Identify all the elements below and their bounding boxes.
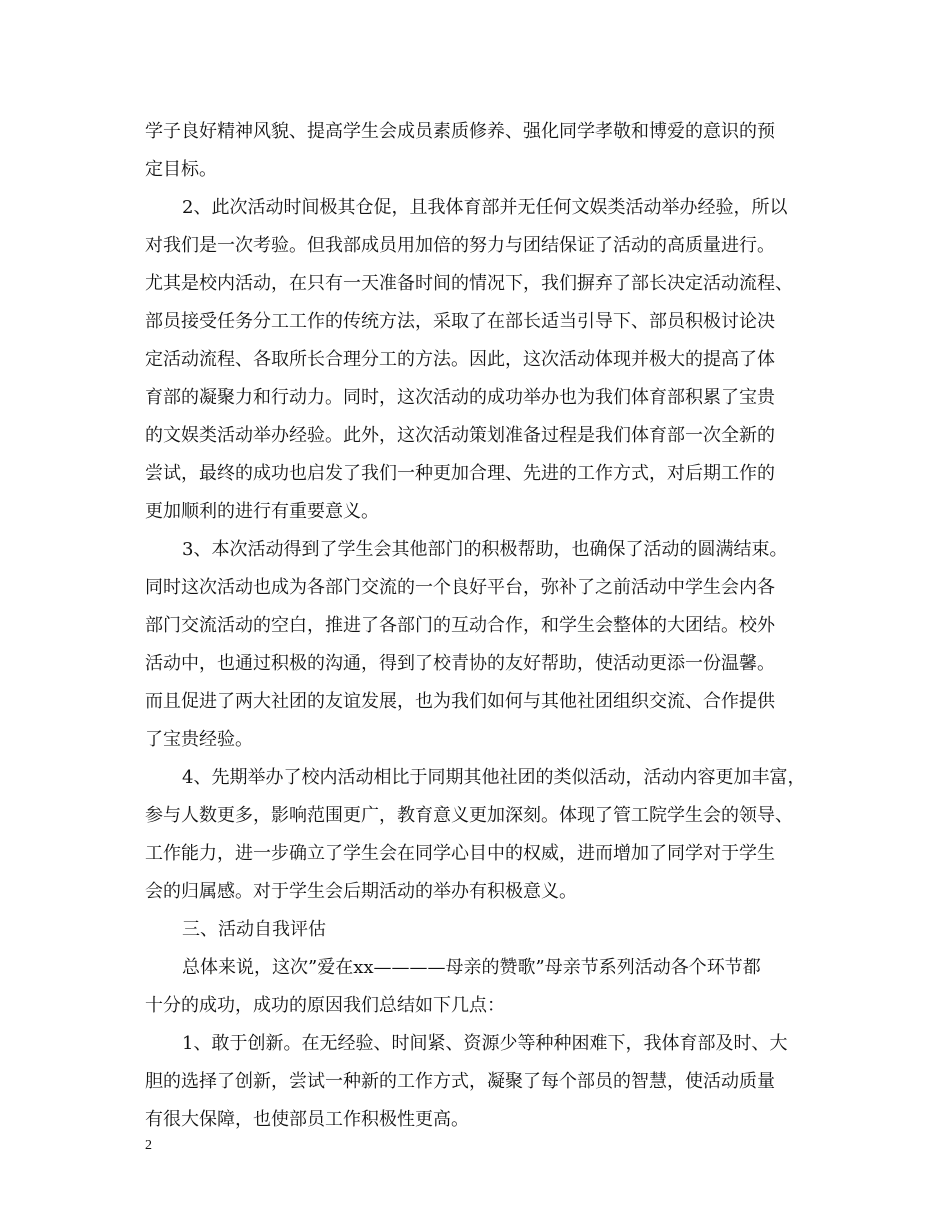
text-line: 1、敢于创新。在无经验、时间紧、资源少等种种困难下，我体育部及时、大 [182, 1033, 788, 1054]
text-line: 三、活动自我评估 [182, 919, 326, 940]
text-line: 尝试，最终的成功也启发了我们一种更加合理、先进的工作方式，对后期工作的 [145, 463, 775, 484]
text-line: 对我们是一次考验。但我部成员用加倍的努力与团结保证了活动的高质量进行。 [145, 235, 775, 256]
text-line: 而且促进了两大社团的友谊发展，也为我们如何与其他社团组织交流、合作提供 [145, 691, 775, 712]
text-line: 2、此次活动时间极其仓促，且我体育部并无任何文娱类活动举办经验，所以 [182, 197, 788, 218]
text-line: 更加顺利的进行有重要意义。 [145, 501, 379, 522]
text-line: 学子良好精神风貌、提高学生会成员素质修养、强化同学孝敬和博爱的意识的预 [145, 121, 775, 142]
text-line: 的文娱类活动举办经验。此外，这次活动策划准备过程是我们体育部一次全新的 [145, 425, 775, 446]
text-line: 工作能力，进一步确立了学生会在同学心目中的权威，进而增加了同学对于学生 [145, 843, 775, 864]
document-body [145, 113, 810, 1139]
text-line: 胆的选择了创新，尝试一种新的工作方式，凝聚了每个部员的智慧，使活动质量 [145, 1071, 775, 1092]
text-line: 会的归属感。对于学生会后期活动的举办有积极意义。 [145, 881, 577, 902]
text-line: 参与人数更多，影响范围更广，教育意义更加深刻。体现了管工院学生会的领导、 [145, 805, 793, 826]
text-line: 十分的成功，成功的原因我们总结如下几点： [145, 995, 505, 1016]
text-line: 同时这次活动也成为各部门交流的一个良好平台，弥补了之前活动中学生会内各 [145, 577, 775, 598]
text-line: 总体来说，这次”爱在xx————母亲的赞歌”母亲节系列活动各个环节都 [182, 957, 761, 978]
text-line: 部员接受任务分工工作的传统方法，采取了在部长适当引导下、部员积极讨论决 [145, 311, 775, 332]
text-line: 3、本次活动得到了学生会其他部门的积极帮助，也确保了活动的圆满结束。 [182, 539, 788, 560]
text-line: 了宝贵经验。 [145, 729, 253, 750]
text-line: 有很大保障，也使部员工作积极性更高。 [145, 1109, 469, 1130]
text-line: 4、先期举办了校内活动相比于同期其他社团的类似活动，活动内容更加丰富， [182, 767, 806, 788]
text-line: 定活动流程、各取所长合理分工的方法。因此，这次活动体现并极大的提高了体 [145, 349, 775, 370]
text-line: 尤其是校内活动，在只有一天准备时间的情况下，我们摒弃了部长决定活动流程、 [145, 273, 793, 294]
text-line: 活动中，也通过积极的沟通，得到了校青协的友好帮助，使活动更添一份温馨。 [145, 653, 775, 674]
page-number: 2 [145, 1138, 152, 1153]
text-line: 部门交流活动的空白，推进了各部门的互动合作，和学生会整体的大团结。校外 [145, 615, 775, 636]
text-line: 定目标。 [145, 159, 217, 180]
text-line: 育部的凝聚力和行动力。同时，这次活动的成功举办也为我们体育部积累了宝贵 [145, 387, 775, 408]
